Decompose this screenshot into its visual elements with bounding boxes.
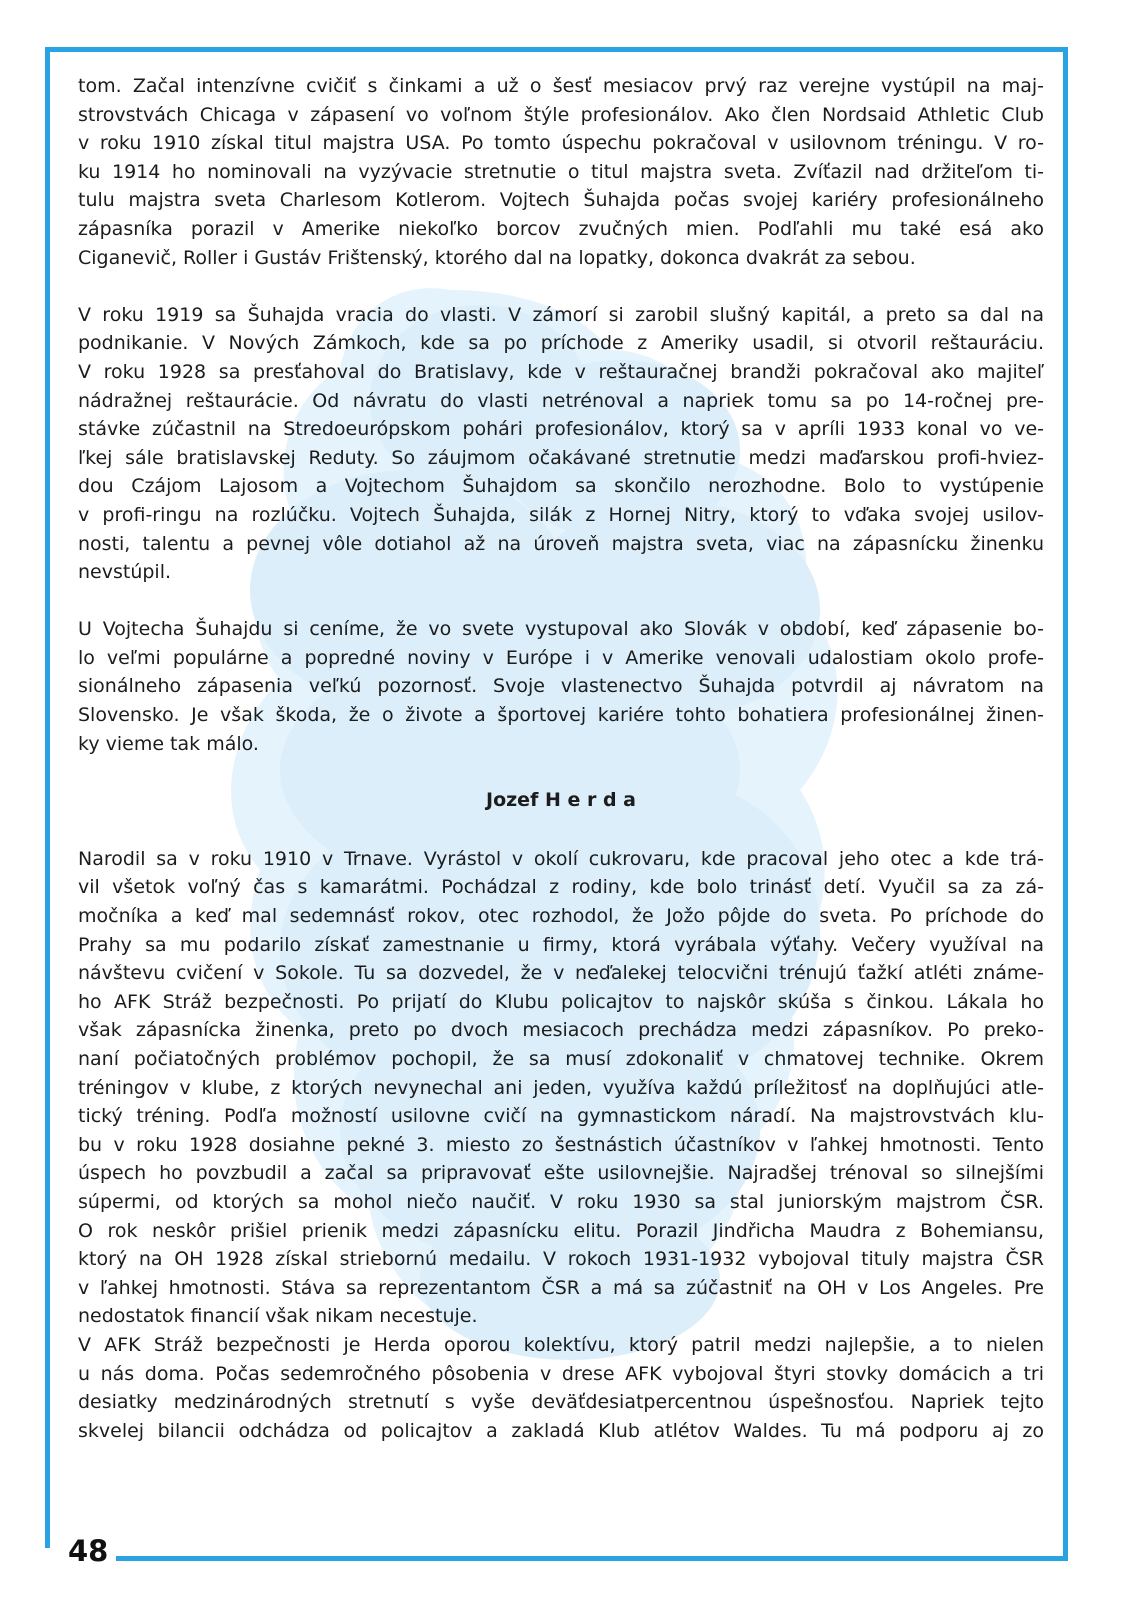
text-line: tréningov v klube, z ktorých nevynechal ani jeden, využíva každú príležitosť na doplňujúci atle-: [78, 1076, 1044, 1099]
text-line: zápasníka porazil v Amerike niekoľko borcov zvučných mien. Podľahli mu také esá ako: [78, 217, 1044, 240]
text-line: v roku 1910 získal titul majstra USA. Po tomto úspechu pokračoval v usilovnom tréningu. V ro-: [78, 132, 1044, 155]
text-line: V roku 1928 sa presťahoval do Bratislavy, kde v reštauračnej brandži pokračoval ako majiteľ: [78, 360, 1044, 383]
text-line: strovstvách Chicaga v zápasení vo voľnom štýle profesionálov. Ako člen Nordsaid Athletic Club: [78, 103, 1044, 126]
text-line: sionálneho zápasenia veľkú pozornosť. Svoje vlastenectvo Šuhajda potvrdil aj návratom na: [78, 675, 1044, 698]
text-line: v profi-ringu na rozlúčku. Vojtech Šuhajda, silák z Hornej Nitry, ktorý to vďaka svojej usilov-: [78, 503, 1044, 526]
paragraph-suhajda-career: [78, 72, 1044, 272]
text-line: u nás doma. Počas sedemročného pôsobenia v drese AFK vybojoval štyri stovky domácich a tri: [78, 1362, 1044, 1385]
text-line: lo veľmi populárne a popredné noviny v Európe i v Amerike venovali udalostiam okolo profe-: [78, 646, 1044, 669]
text-line: dou Czájom Lajosom a Vojtechom Šuhajdom sa skončilo nerozhodne. Bolo to vystúpenie: [78, 475, 1044, 498]
text-line: ho AFK Stráž bezpečnosti. Po prijatí do Klubu policajtov to najskôr skúša s činkou. Lákala ho: [78, 990, 1044, 1013]
text-line: naní počiatočných problémov pochopil, že sa musí zdokonaliť v chmatovej technike. Okrem: [78, 1048, 1044, 1070]
article-body: [78, 72, 1044, 1445]
text-line: tulu majstra sveta Charlesom Kotlerom. Vojtech Šuhajda počas svojej kariéry profesionálneho: [78, 189, 1044, 212]
page-number: 48: [68, 1534, 109, 1568]
text-line: ku 1914 ho nominovali na vyzývacie stretnutie o titul majstra sveta. Zvíťazil nad držiteľom ti-: [78, 160, 1044, 183]
text-line: súpermi, od ktorých sa mohol niečo naučiť. V roku 1930 sa stal juniorským majstrom ČSR.: [78, 1190, 1044, 1213]
text-line: v ľahkej hmotnosti. Stáva sa reprezentantom ČSR a má sa zúčastniť na OH v Los Angeles. Pre: [78, 1276, 1044, 1299]
text-line: ľkej sále bratislavskej Reduty. So záujmom očakávané stretnutie medzi maďarskou profi-hviez-: [78, 446, 1044, 469]
text-line: ky vieme tak málo.: [78, 732, 259, 755]
text-line: Prahy sa mu podarilo získať zamestnanie u firmy, ktorá vyrábala výťahy. Večery využíval na: [78, 933, 1044, 956]
paragraph-suhajda-return: [78, 301, 1044, 587]
text-line: desiatky medzinárodných stretnutí s vyše deväťdesiatpercentnou úspešnosťou. Napriek tejto: [78, 1391, 1044, 1414]
text-line: nevstúpil.: [78, 561, 172, 584]
text-line: Ciganevič, Roller i Gustáv Frištenský, ktorého dal na lopatky, dokonca dvakrát za sebou.: [78, 246, 916, 269]
paragraph-herda-early-life: [78, 845, 1044, 1331]
text-line: O rok neskôr prišiel prienik medzi zápasnícku elitu. Porazil Jindřicha Maudra z Bohemiansu,: [78, 1219, 1044, 1242]
text-line: tický tréning. Podľa možností usilovne cvičí na gymnastickom náradí. Na majstrovstvách klu-: [78, 1105, 1044, 1128]
text-line: návštevu cvičení v Sokole. Tu sa dozvedel, že v neďalekej telocvični trénujú ťažkí atléti známe-: [78, 962, 1044, 985]
text-line: ktorý na OH 1928 získal striebornú medailu. V rokoch 1931-1932 vybojoval tituly majstra ČSR: [78, 1248, 1044, 1271]
text-line: nádražnej reštaurácie. Od návratu do vlasti netrénoval a napriek tomu sa po 14-ročnej pre-: [78, 389, 1044, 412]
text-line: Slovensko. Je však škoda, že o živote a športovej kariére tohto bohatiera profesionálnej žinen-: [78, 704, 1044, 727]
text-line: však zápasnícka žinenka, preto po dvoch mesiacoch prechádza medzi zápasníkov. Po preko-: [78, 1019, 1044, 1042]
section-heading: Jozef H e r d a: [486, 789, 636, 812]
text-line: močníka a keď mal sedemnásť rokov, otec rozhodol, že Jožo pôjde do sveta. Po príchode do: [78, 905, 1044, 928]
paragraph-herda-afk: [78, 1331, 1044, 1445]
text-line: nedostatok financií však nikam necestuje.: [78, 1305, 478, 1328]
text-line: tom. Začal intenzívne cvičiť s činkami a už o šesť mesiacov prvý raz verejne vystúpil na maj-: [78, 75, 1044, 97]
text-line: vil všetok voľný čas s kamarátmi. Pochádzal z rodiny, kde bolo trinásť detí. Vyučil sa za zá-: [78, 876, 1044, 899]
text-line: nosti, talentu a pevnej vôle dotiahol až na úroveň majstra sveta, viac na zápasnícku žinenku: [78, 532, 1044, 555]
text-line: skvelej bilancii odchádza od policajtov a zakladá Klub atlétov Waldes. Tu má podporu aj zo: [78, 1419, 1044, 1442]
text-line: V roku 1919 sa Šuhajda vracia do vlasti. V zámorí si zarobil slušný kapitál, a preto sa dal na: [78, 303, 1044, 326]
text-line: Narodil sa v roku 1910 v Trnave. Vyrástol v okolí cukrovaru, kde pracoval jeho otec a kde trá-: [78, 847, 1044, 870]
text-line: V AFK Stráž bezpečnosti je Herda oporou kolektívu, ktorý patril medzi najlepšie, a to nielen: [78, 1333, 1044, 1356]
text-line: U Vojtecha Šuhajdu si ceníme, že vo svete vystupoval ako Slovák v období, keď zápasenie bo-: [78, 618, 1044, 641]
text-line: stávke zúčastnil na Stredoeurópskom pohári profesionálov, ktorý sa v apríli 1933 konal vo ve-: [78, 418, 1044, 441]
paragraph-suhajda-legacy: [78, 615, 1044, 758]
text-line: podnikanie. V Nových Zámkoch, kde sa po príchode z Ameriky usadil, si otvoril reštauráciu.: [78, 332, 1044, 355]
text-line: úspech ho povzbudil a začal sa pripravovať ešte usilovnejšie. Najradšej trénoval so silnejšími: [78, 1162, 1044, 1185]
text-line: bu v roku 1928 dosiahne pekné 3. miesto zo šestnástich účastníkov v ľahkej hmotnosti. Tento: [78, 1133, 1044, 1156]
